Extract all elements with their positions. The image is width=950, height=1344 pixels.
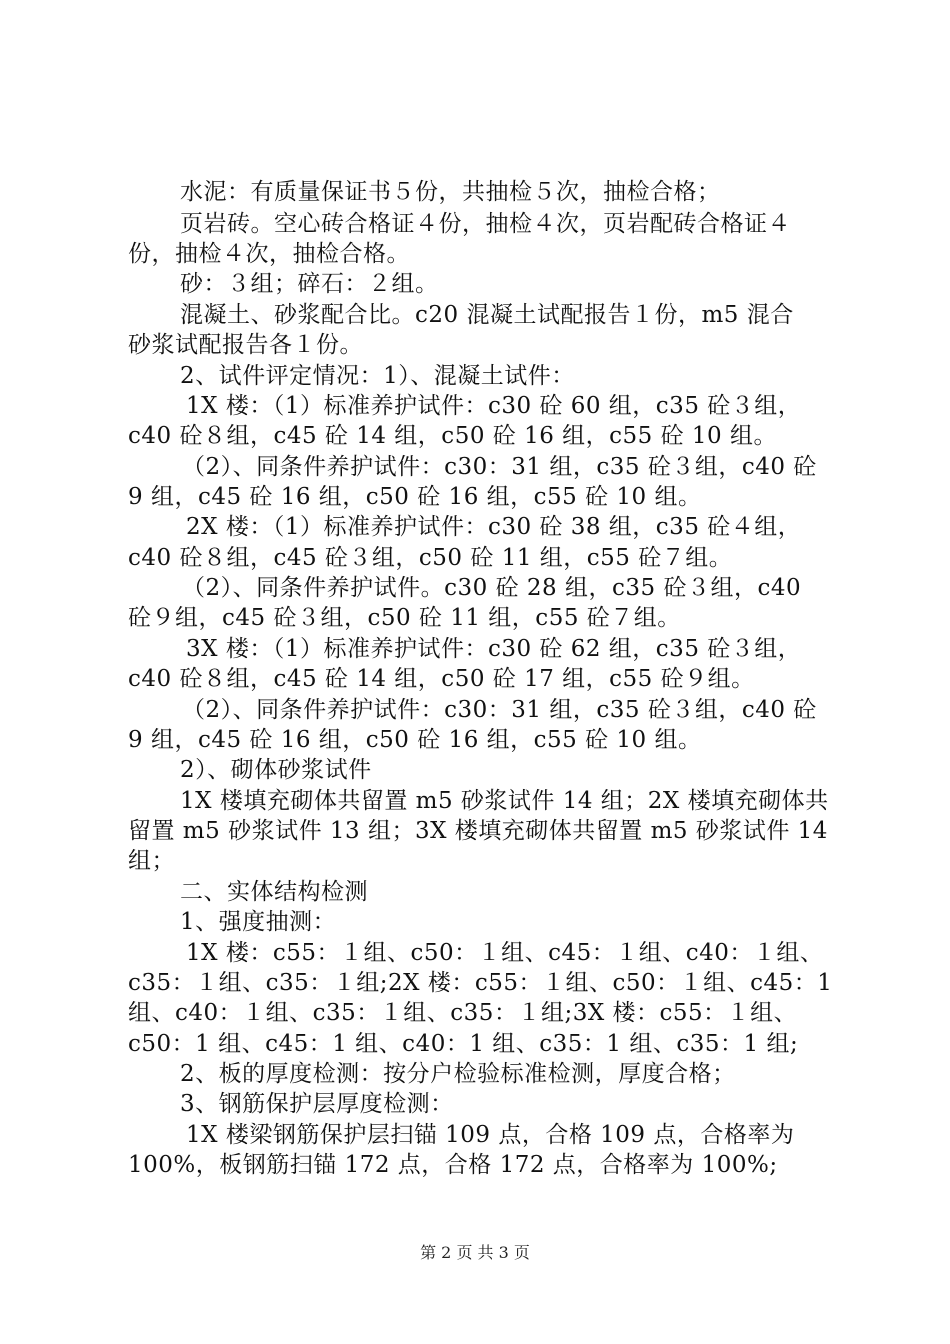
text-line: 1、强度抽测： — [180, 909, 337, 935]
text-line: 组、c40：１组、c35：１组、c35：１组;3X 楼：c55：１组、 — [128, 1000, 798, 1026]
text-line: 2、板的厚度检测：按分户检验标准检测，厚度合格； — [180, 1061, 736, 1087]
text-line: （2）、同条件养护试件：c30：31 组，c35 砼３组，c40 砼 — [182, 454, 817, 480]
text-line: 页岩砖。空心砖合格证４份，抽检４次，页岩配砖合格证４ — [180, 211, 791, 237]
text-line: 100%，板钢筋扫锚 172 点，合格 172 点，合格率为 100%; — [128, 1152, 778, 1178]
section-heading: 二、实体结构检测 — [180, 879, 368, 905]
text-line: 1X 楼填充砌体共留置 m5 砂浆试件 14 组；2X 楼填充砌体共 — [180, 788, 829, 814]
text-line: 9 组，c45 砼 16 组，c50 砼 16 组，c55 砼 10 组。 — [128, 727, 702, 753]
text-line: c50：1 组、c45：1 组、c40：1 组、c35：1 组、c35：1 组; — [128, 1031, 799, 1057]
text-line: c40 砼８组，c45 砼 14 组，c50 砼 17 组，c55 砼９组。 — [128, 666, 755, 692]
text-line: 砂：３组；碎石：２组。 — [180, 271, 439, 297]
text-line: c40 砼８组，c45 砼 14 组，c50 砼 16 组，c55 砼 10 组。 — [128, 423, 778, 449]
text-line: 3X 楼：（1）标准养护试件：c30 砼 62 组，c35 砼３组， — [186, 636, 802, 662]
page-footer: 第 2 页 共 3 页 — [420, 1243, 530, 1262]
text-line: （2）、同条件养护试件：c30：31 组，c35 砼３组，c40 砼 — [182, 697, 817, 723]
text-line: （2）、同条件养护试件。c30 砼 28 组，c35 砼３组，c40 — [182, 575, 802, 601]
text-line: 1X 楼：（1）标准养护试件：c30 砼 60 组，c35 砼３组， — [186, 393, 802, 419]
text-line: 组； — [128, 848, 175, 874]
text-line: 水泥：有质量保证书５份，共抽检５次，抽检合格； — [180, 179, 721, 205]
text-line: 留置 m5 砂浆试件 13 组；3X 楼填充砌体共留置 m5 砂浆试件 14 — [128, 818, 828, 844]
text-line: c40 砼８组，c45 砼３组，c50 砼 11 组，c55 砼７组。 — [128, 545, 733, 571]
text-line: 9 组，c45 砼 16 组，c50 砼 16 组，c55 砼 10 组。 — [128, 484, 702, 510]
text-line: 砼９组，c45 砼３组，c50 砼 11 组，c55 砼７组。 — [128, 605, 681, 631]
text-line: 砂浆试配报告各１份。 — [128, 332, 363, 358]
text-line: 2、试件评定情况：1）、混凝土试件： — [180, 363, 575, 389]
text-line: 1X 楼：c55：１组、c50：１组、c45：１组、c40：１组、 — [186, 940, 824, 966]
text-line: 份，抽检４次，抽检合格。 — [128, 241, 410, 267]
text-line: 2）、砌体砂浆试件 — [180, 757, 372, 783]
text-line: 1X 楼梁钢筋保护层扫锚 109 点，合格 109 点，合格率为 — [186, 1122, 795, 1148]
text-line: 3、钢筋保护层厚度检测： — [180, 1091, 454, 1117]
text-line: 混凝土、砂浆配合比。c20 混凝土试配报告１份，m5 混合 — [180, 302, 794, 328]
text-line: c35：１组、c35：１组;2X 楼：c55：１组、c50：１组、c45：1 — [128, 970, 833, 996]
text-line: 2X 楼：（1）标准养护试件：c30 砼 38 组，c35 砼４组， — [186, 514, 802, 540]
